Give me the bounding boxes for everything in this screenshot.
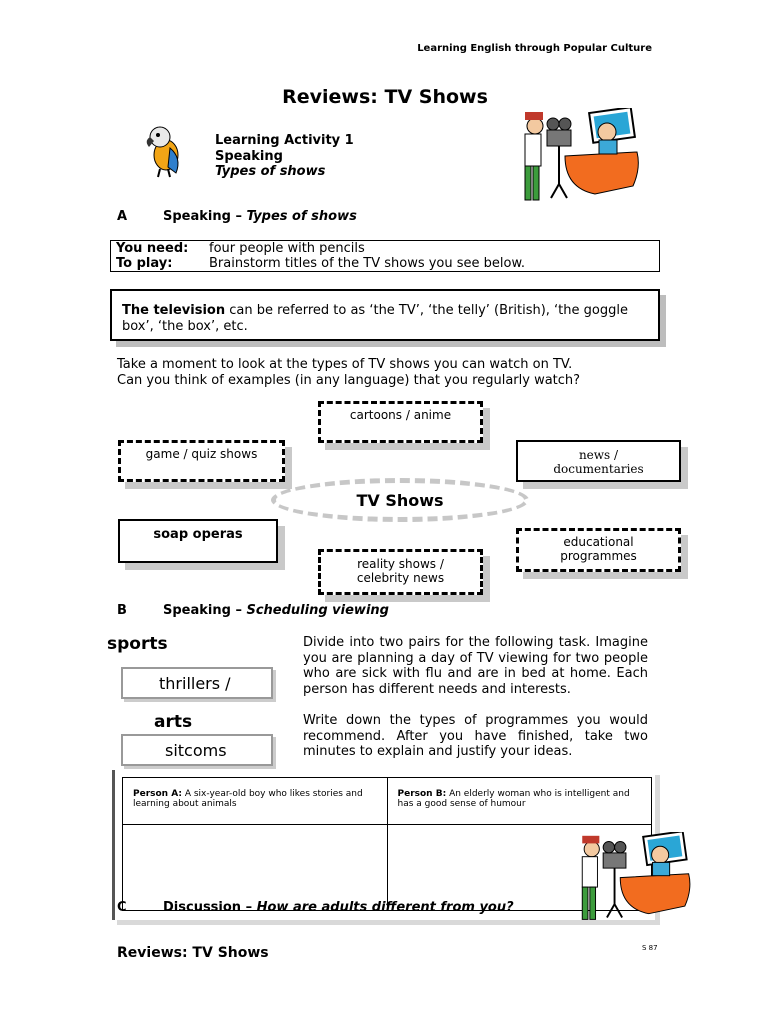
cartoons-box bbox=[318, 401, 483, 443]
task-description bbox=[303, 635, 648, 760]
need-value: four people with pencils bbox=[209, 241, 365, 256]
section-b-letter: B bbox=[117, 603, 127, 618]
educational-line-2: programmes bbox=[560, 549, 637, 563]
activity-topic: Types of shows bbox=[215, 164, 326, 179]
activity-skill: Speaking bbox=[215, 148, 283, 164]
page-number: S 87 bbox=[642, 944, 658, 952]
section-c-heading bbox=[117, 900, 514, 915]
need-label: You need: bbox=[116, 241, 189, 256]
section-b-label: Speaking – bbox=[163, 603, 242, 618]
section-c-label: Discussion – bbox=[163, 900, 253, 915]
person-a-label: Person A: bbox=[133, 789, 182, 799]
play-value: Brainstorm titles of the TV shows you see below. bbox=[209, 256, 526, 271]
section-a-label: Speaking – bbox=[163, 209, 242, 224]
parrot-illustration bbox=[140, 123, 190, 178]
soap-box bbox=[118, 519, 278, 563]
page-title: Reviews: TV Shows bbox=[282, 86, 488, 108]
activity-heading bbox=[215, 133, 354, 180]
sitcoms-box bbox=[121, 734, 273, 766]
educational-box bbox=[516, 528, 681, 572]
section-b-heading bbox=[117, 603, 389, 618]
section-a-heading bbox=[117, 209, 357, 224]
note-bold: The television bbox=[122, 303, 226, 318]
intro-paragraph bbox=[117, 357, 580, 389]
task-paragraph-1: Divide into two pairs for the following task. Imagine you are planning a day of TV viewing for two people who are sick with flu and are in bed at home. Each person has different needs and interests. bbox=[303, 635, 648, 697]
sports-label: sports bbox=[107, 634, 168, 654]
news-line-2: documentaries bbox=[553, 462, 644, 476]
tv-studio-illustration-small bbox=[572, 832, 697, 927]
news-line-1: news / bbox=[578, 448, 619, 462]
center-label: TV Shows bbox=[356, 491, 444, 510]
game-shows-label: game / quiz shows bbox=[145, 447, 258, 461]
reality-line-2: celebrity news bbox=[356, 571, 445, 585]
footer-title: Reviews: TV Shows bbox=[117, 945, 269, 961]
news-box bbox=[516, 440, 681, 482]
tv-studio-illustration bbox=[515, 108, 645, 208]
educational-line-1: educational bbox=[563, 535, 634, 549]
person-a-text: A six-year-old boy who likes stories and learning about animals bbox=[133, 789, 363, 809]
thrillers-label: thrillers / bbox=[159, 674, 231, 693]
task-paragraph-2: Write down the types of programmes you would recommend. After you have finished, take two minutes to explain and justify your ideas. bbox=[303, 713, 648, 759]
section-c-letter: C bbox=[117, 900, 127, 915]
note-text: can be referred to as ‘the TV’, ‘the telly’ (British), ‘the goggle box’, ‘the box’, etc. bbox=[122, 303, 628, 334]
activity-number: Learning Activity 1 bbox=[215, 133, 354, 148]
person-a-answer-cell[interactable] bbox=[123, 825, 388, 911]
section-a-topic: Types of shows bbox=[246, 209, 357, 224]
arts-label: arts bbox=[154, 712, 193, 732]
television-note-box bbox=[110, 289, 660, 341]
materials-box bbox=[110, 240, 660, 272]
game-shows-box bbox=[118, 440, 285, 482]
section-a-letter: A bbox=[117, 209, 128, 224]
thrillers-box bbox=[121, 667, 273, 699]
header-course: Learning English through Popular Culture bbox=[417, 43, 652, 54]
sitcoms-label: sitcoms bbox=[165, 741, 227, 760]
play-label: To play: bbox=[116, 256, 173, 271]
person-a-cell bbox=[123, 778, 388, 825]
intro-line-2: Can you think of examples (in any language) that you regularly watch? bbox=[117, 373, 581, 388]
soap-label: soap operas bbox=[153, 527, 243, 542]
section-c-topic: How are adults different from you? bbox=[256, 900, 514, 915]
person-b-label: Person B: bbox=[397, 789, 447, 799]
person-b-cell bbox=[387, 778, 652, 825]
reality-box bbox=[318, 549, 483, 595]
cartoons-label: cartoons / anime bbox=[349, 408, 452, 422]
person-b-text: An elderly woman who is intelligent and has a good sense of humour bbox=[397, 789, 630, 809]
section-b-topic: Scheduling viewing bbox=[246, 603, 389, 618]
table-row bbox=[123, 778, 652, 825]
reality-line-1: reality shows / bbox=[357, 557, 444, 571]
intro-line-1: Take a moment to look at the types of TV shows you can watch on TV. bbox=[117, 357, 573, 372]
